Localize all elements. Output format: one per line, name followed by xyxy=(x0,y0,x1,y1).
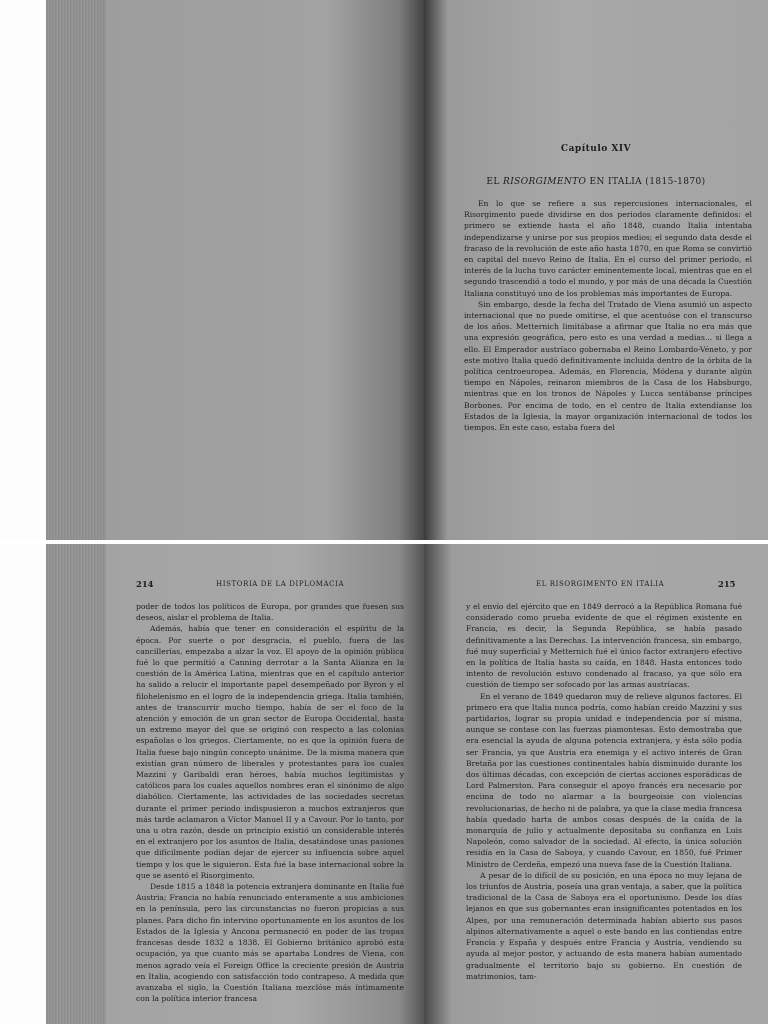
chapter-body-text xyxy=(464,198,752,433)
bottom-spread xyxy=(0,544,768,1024)
paragraph: Además, había que tener en consideración el espíritu de la época. Por suerte o por desgracia, el pueblo, fuera de las cancillerías, empezaba a alzar la voz. El apoyo de la opinión pública fué lo que permitió a Canning derrotar a la Santa Alianza en la cuestión de la América Latina, mientras que en el capítulo anterior ha salido a relucir el importante papel desempeñado por Byron y el filohelenismo en el logro de la independencia griega. Italia también, antes de transcurrir mucho tiempo, había de ser el foco de la atención y emoción de un gran sector de Europa Occidental, hasta un extremo mayor del que se originó con respecto a las colonias españolas o los griegos. Ciertamente, no es que la opinión fuera de Italia fuese bajo ningún concepto unánime. De la misma manera que existían gran número de liberales y protestantes para los cuales Mazzini y Garibaldi eran héroes, había muchos legitimistas y católicos para los cuales aquellos nombres eran el sinónimo de algo diabólico. Ciertamente, las actividades de las sociedades secretas durante el primer periodo indispusieron a muchos extranjeros que más tarde aclamaron a Víctor Manuel II y a Cavour. Por lo tanto, por una u otra razón, desde un principio existió un considerable interés en el extranjero por los asuntos de Italia, desatándose unas pasiones que difícilmente podían dejar de ejercer su influencia sobre aquel tiempo y los que le siguieron. Esta fué la base internacional sobre la que se asentó el Risorgimento. xyxy=(136,624,404,880)
paragraph: A pesar de lo difícil de su posición, en una época no muy lejana de los triunfos de Austria, poseía una gran ventaja, a saber, que la política tradicional de la Casa de Saboya era el oportunismo. Desde los días lejanos en que sus gobernantes eran insignificantes potentados en los Alpes, por una remuneración determinada habían abierto sus pasos alpinos alternativamente a aquel o este bando en las contiendas entre Francia y España y después entre Francia y Austria, vendiendo su ayuda al mejor postor, y actuando de esta manera habían aumentado gradualmente el territorio bajo su gobierno. En cuestión de matrimonios, tam- xyxy=(466,870,742,981)
paragraph: Desde 1815 a 1848 la potencia extranjera dominante en Italia fué Austria; Francia no había renunciado enteramente a sus ambiciones en la península, pero las circunstancias no fueron propicias a sus planes. Para dicho fin intervino oportunamente en los asuntos de los Estados de la Iglesia y Ancona permaneció en poder de las tropas francesas desde 1832 a 1838. El Gobierno británico aprobó esta ocupación, ya que cuanto más se apartaba Londres de Viena, con menos agrado veía el Foreign Office la creciente presión de Austria en Italia, acogiendo con satisfacción todo contrapeso. A medida que avanzaba el siglo, la Cuestión Italiana mezclóse más íntimamente con la política interior francesa xyxy=(136,882,404,1004)
paragraph: y el envío del ejército que en 1849 derrocó a la República Romana fué considerado como prueba evidente de que el régimen existente en Francia, es decir, la Segunda República, se había pasado definitivamente a las Derechas. La intervención francesa, sin embargo, fué muy superficial y Metternich fué el único factor extranjero efectivo en la política de Italia hasta su caída, en 1848. Hasta entonces todo intento de revolución estuvo condenado al fracaso, ya que sólo era cuestión de tiempo ser sofocado por las armas austríacas. xyxy=(466,602,742,690)
paragraph: En el verano de 1849 quedaron muy de relieve algunos factores. El primero era que Italia nunca podría, como habían creído Mazzini y sus partidarios, lograr su propia unidad e independencia por sí misma, aunque se contase con las fuerzas piamontesas. Esto demostraba que era esencial la ayuda de alguna potencia extranjera, y ésta sólo podía ser Francia, ya que Austria era enemiga y el activo interés de Gran Bretaña por las cuestiones continentales había disminuido durante los dos últimas décadas, con excepción de ciertas acciones esporádicas de Lord Palmerston. Para conseguir el apoyo francés era necesario por encima de todo no alarmar a la bourgeoisie con violencias revolucionarias, de hecho ni de palabra, ya que la clase media francesa había quedado harta de ambos cosas después de la caída de la monarquía de julio y actualmente depositaba su confianza en Luis Napoleón, como salvador de la sociedad. Al efecto, la única solución residía en la Casa de Saboya, y cuando Cavour, en 1850, fué Primer Ministro de Cerdeña, empezó una nueva fase de la Cuestión Italiana. xyxy=(466,691,742,869)
paragraph: poder de todos los políticos de Europa, por grandes que fuesen sus deseos, aislar el problema de Italia. xyxy=(136,602,404,623)
running-head-left: HISTORIA DE LA DIPLOMACIA xyxy=(216,580,345,588)
right-page-body-text xyxy=(466,601,742,982)
left-page-body-text xyxy=(136,601,404,1004)
paragraph: Sin embargo, desde la fecha del Tratado de Viena asumió un aspecto internacional que no puede omitirse, el que acentuóse con el transcurso de los años. Metternich limitábase a afirmar que Italia no era más que una expresión geográfica, pero esto es una verdad a medias... si llega a ello. El Emperador austríaco gobernaba el Reino Lombardo-Véneto, y por este motivo Italia quedó definitivamente incluida dentro de la órbita de la política centroeuropea. Además, en Florencia, Módena y durante algún tiempo en Nápoles, reinaron miembros de la Casa de los Habsburgo, mientras que en los tronos de Nápoles y Lucca sentábanse príncipes Borbones. Por encima de todo, en el centro de Italia extendíanse los Estados de la Iglesia, la mayor organización internacional de todos los tiempos. En este caso, estaba fuera del xyxy=(464,299,752,433)
page-number-right: 215 xyxy=(718,579,736,589)
page-number-left: 214 xyxy=(136,579,154,589)
running-head-right: EL RISORGIMENTO EN ITALIA xyxy=(536,580,665,588)
page-edges xyxy=(46,544,106,1024)
chapter-title: EL RISORGIMENTO EN ITALIA (1815-1870) xyxy=(486,177,706,187)
paragraph: En lo que se refiere a sus repercusiones internacionales, el Risorgimento puede dividirse en dos periodos claramente definidos: el primero se extiende hasta el año 1848, cuando Italia intentaba independizarse y unirse por sus propios medios; el segundo data desde el fracaso de la revolución de este año hasta 1870, en que Roma se convirtió en capital del nuevo Reino de Italia. En el curso del primer periodo, el interés de la lucha tuvo carácter eminentemente local, mientras que en el segundo trascendió a todo el mundo, y por más de una década la Cuestión Italiana constituyó uno de los problemas más importantes de Europa. xyxy=(464,199,752,298)
blank-left-page xyxy=(106,0,424,540)
page-edges xyxy=(46,0,108,540)
chapter-label: Capítulo XIV xyxy=(560,144,632,154)
